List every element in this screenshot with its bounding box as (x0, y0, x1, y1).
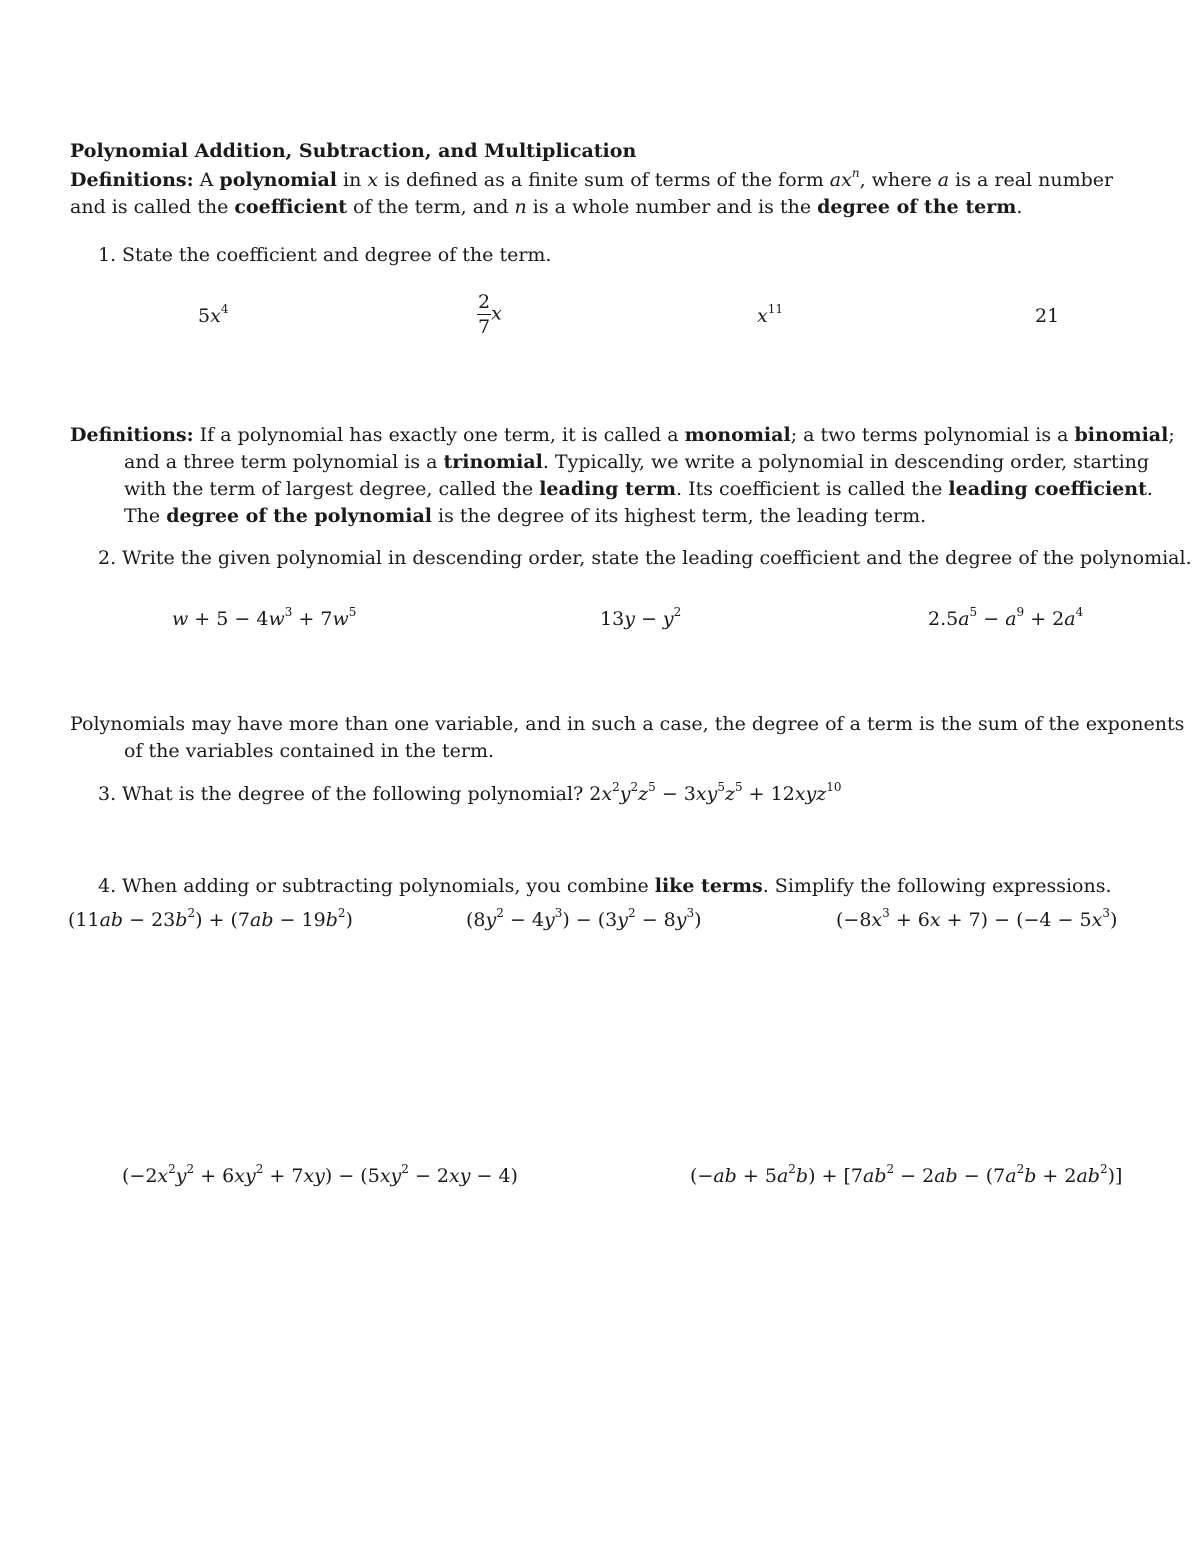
q1-expression-3: $x^{11}$ (757, 302, 783, 327)
question-2: 2. Write the given polynomial in descending order, state the leading coefficient and the degree of the polynomial. (98, 547, 1192, 569)
q4-expression-1: $(11ab - 23b^2) + (7ab - 19b^2)$ (68, 906, 353, 931)
fraction: $\frac{2}{7}$ (478, 291, 491, 338)
q4-expression-4: $(-2x^2y^2 + 6xy^2 + 7xy) - (5xy^2 - 2xy - 4)$ (122, 1162, 518, 1187)
q3-expression: $2x^2y^2z^5 - 3xy^5z^5 + 12xyz^{10}$ (589, 780, 842, 805)
q4-expression-5: $(-ab + 5a^2b) + [7ab^2 - 2ab - (7a^2b + 2ab^2)]$ (690, 1162, 1123, 1187)
q1-expression-1: $5x^4$ (198, 302, 229, 327)
multivariable-paragraph: Polynomials may have more than one variable, and in such a case, the degree of a term is the sum of the exponents of the variables contained in the term. (70, 713, 1185, 762)
question-4: 4. When adding or subtracting polynomials, you combine like terms. Simplify the following expressions. (98, 875, 1112, 897)
q4-expression-2: $(8y^2 - 4y^3) - (3y^2 - 8y^3)$ (466, 906, 702, 931)
question-1: 1. State the coefficient and degree of the term. (98, 244, 552, 266)
q2-expression-3: $2.5a^5 - a^9 + 2a^4$ (928, 605, 1084, 630)
q4-expression-3: $(-8x^3 + 6x + 7) - (-4 - 5x^3)$ (836, 906, 1118, 931)
q2-expression-1: $w + 5 - 4w^3 + 7w^5$ (172, 605, 357, 630)
q1-expression-2: $\frac{2}{7}$ x (478, 291, 502, 338)
q2-expression-2: $13y - y^2$ (600, 605, 682, 630)
page-title: Polynomial Addition, Subtraction, and Multiplication (70, 140, 637, 162)
definitions-monomial-binomial-trinomial: Definitions: If a polynomial has exactly one term, it is called a monomial; a two terms polynomial is a binomial; and a three term polynomial is a trinomial. Typically, we write a polynomial in descending order, starting with the term of largest degree, called the leading term. Its coefficient is called the leading coefficient. The degree of the polynomial is the degree of its highest term, the leading term. (70, 424, 1175, 527)
question-3: 3. What is the degree of the following polynomial? $2x^2y^2z^5 - 3xy^5z^5 + 12xyz^{10}$ (98, 780, 842, 805)
definitions-polynomial: Definitions: A polynomial in x is defined as a finite sum of terms of the form $ax^n$, where a is a real number and is called the coefficient of the term, and n is a whole number and is the degree of the term. (70, 166, 1114, 218)
q1-expression-4: 21 (1035, 305, 1060, 327)
